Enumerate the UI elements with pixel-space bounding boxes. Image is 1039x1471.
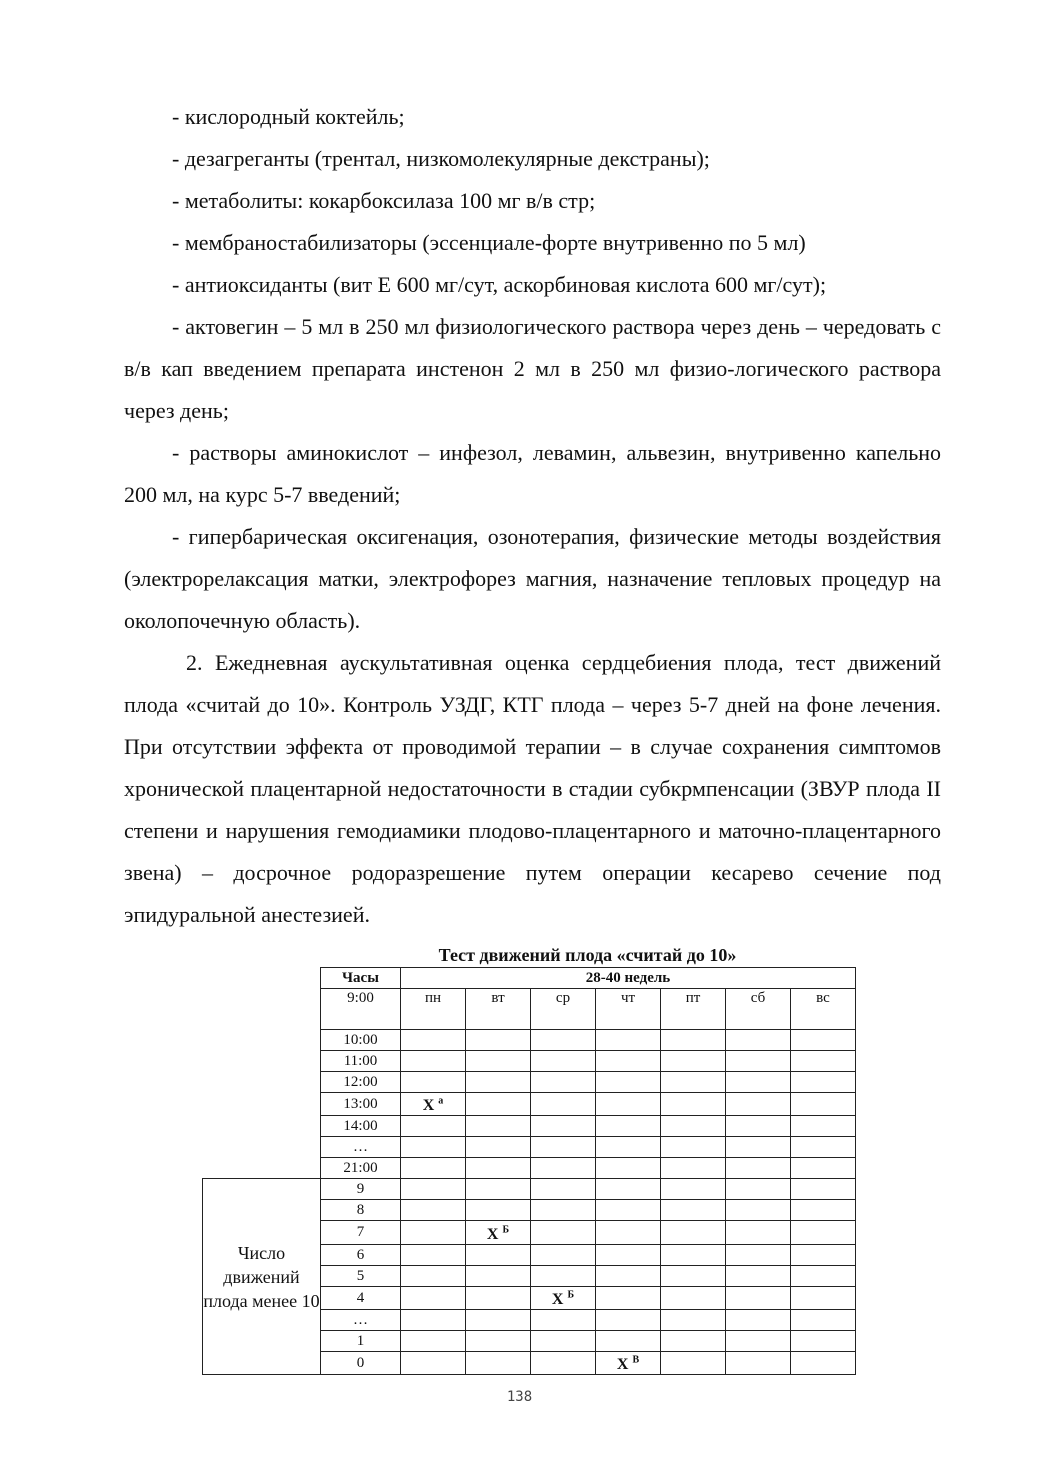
grid-cell bbox=[401, 1221, 466, 1244]
hour-row bbox=[203, 1116, 856, 1137]
grid-cell bbox=[466, 1179, 531, 1200]
grid-cell bbox=[401, 1137, 466, 1158]
paragraph: - метаболиты: кокарбоксилаза 100 мг в/в стр; bbox=[172, 188, 596, 213]
grid-cell bbox=[466, 1093, 531, 1116]
grid-cell bbox=[401, 1265, 466, 1286]
day-header: чт bbox=[596, 989, 661, 1030]
grid-cell bbox=[531, 1221, 596, 1244]
count-label: 0 bbox=[321, 1351, 401, 1374]
count-row bbox=[203, 1179, 856, 1200]
day-header: вт bbox=[466, 989, 531, 1030]
grid-cell bbox=[791, 1072, 856, 1093]
grid-cell bbox=[531, 1051, 596, 1072]
hour-label: 21:00 bbox=[321, 1158, 401, 1179]
paragraph: - антиоксиданты (вит Е 600 мг/сут, аскорбиновая кислота 600 мг/сут); bbox=[172, 272, 827, 297]
hours-header: Часы bbox=[321, 968, 401, 989]
mark-letter: Х bbox=[422, 1097, 435, 1115]
grid-cell bbox=[466, 1351, 531, 1374]
mark-x bbox=[487, 1226, 509, 1243]
grid-cell bbox=[531, 1351, 596, 1374]
grid-cell bbox=[531, 1200, 596, 1221]
grid-cell bbox=[726, 1330, 791, 1351]
grid-cell-marked bbox=[466, 1221, 531, 1244]
grid-cell bbox=[791, 1221, 856, 1244]
grid-cell bbox=[661, 1286, 726, 1309]
count-label: … bbox=[321, 1309, 401, 1330]
grid-cell bbox=[661, 1221, 726, 1244]
paragraph: - актовегин – 5 мл в 250 мл физиологического раствора через день – чередовать с в/в кап введением препарата инстенон 2 мл в 250 мл физио-логического раствора через день; bbox=[124, 314, 941, 423]
hour-row bbox=[203, 1093, 856, 1116]
grid-cell bbox=[596, 1200, 661, 1221]
page-number: 138 bbox=[506, 1389, 533, 1405]
hour-label: 13:00 bbox=[321, 1093, 401, 1116]
paragraph: - кислородный коктейль; bbox=[172, 104, 405, 129]
day-header: ср bbox=[531, 989, 596, 1030]
count-label: 9 bbox=[321, 1179, 401, 1200]
grid-cell bbox=[401, 1072, 466, 1093]
grid-cell bbox=[596, 1309, 661, 1330]
grid-cell bbox=[466, 1330, 531, 1351]
grid-cell bbox=[596, 1265, 661, 1286]
empty-cell bbox=[203, 1051, 321, 1072]
paragraph: - растворы аминокислот – инфезол, левамин, альвезин, внутривенно капельно 200 мл, на курс 5-7 введений; bbox=[124, 440, 941, 507]
grid-cell bbox=[661, 1179, 726, 1200]
grid-cell bbox=[466, 1309, 531, 1330]
hour-label: 9:00 bbox=[321, 989, 401, 1030]
grid-cell bbox=[596, 1137, 661, 1158]
hour-label: 11:00 bbox=[321, 1051, 401, 1072]
count-label: 6 bbox=[321, 1244, 401, 1265]
grid-cell bbox=[791, 1351, 856, 1374]
grid-cell bbox=[531, 1330, 596, 1351]
grid-cell bbox=[661, 1200, 726, 1221]
fetal-movement-table bbox=[202, 967, 856, 1375]
grid-cell bbox=[401, 1030, 466, 1051]
table-header-row bbox=[203, 968, 856, 989]
grid-cell bbox=[726, 1116, 791, 1137]
grid-cell bbox=[661, 1051, 726, 1072]
grid-cell bbox=[596, 1244, 661, 1265]
hour-row bbox=[203, 1137, 856, 1158]
day-header: вс bbox=[791, 989, 856, 1030]
grid-cell bbox=[466, 1244, 531, 1265]
day-header: пн bbox=[401, 989, 466, 1030]
paragraph: - мембраностабилизаторы (эссенциале-форте внутривенно по 5 мл) bbox=[172, 230, 806, 255]
grid-cell bbox=[401, 1244, 466, 1265]
grid-cell bbox=[726, 1051, 791, 1072]
grid-cell bbox=[466, 1030, 531, 1051]
movement-count-label: Число движений плода менее 10 bbox=[203, 1179, 321, 1375]
grid-cell bbox=[661, 1030, 726, 1051]
grid-cell bbox=[661, 1137, 726, 1158]
grid-cell bbox=[466, 1158, 531, 1179]
empty-cell bbox=[203, 989, 321, 1030]
grid-cell bbox=[661, 1093, 726, 1116]
mark-letter: Х bbox=[551, 1290, 564, 1308]
grid-cell bbox=[791, 1137, 856, 1158]
grid-cell bbox=[401, 1286, 466, 1309]
mark-superscript: В bbox=[632, 1354, 640, 1366]
grid-cell bbox=[466, 1051, 531, 1072]
grid-cell-marked bbox=[401, 1093, 466, 1116]
grid-cell bbox=[466, 1286, 531, 1309]
grid-cell bbox=[726, 1072, 791, 1093]
grid-cell bbox=[791, 1265, 856, 1286]
grid-cell bbox=[596, 1179, 661, 1200]
count-label: 8 bbox=[321, 1200, 401, 1221]
grid-cell bbox=[791, 1093, 856, 1116]
grid-cell bbox=[596, 1221, 661, 1244]
grid-cell bbox=[661, 1158, 726, 1179]
hour-label: 12:00 bbox=[321, 1072, 401, 1093]
hour-label: 14:00 bbox=[321, 1116, 401, 1137]
grid-cell bbox=[661, 1330, 726, 1351]
grid-cell bbox=[531, 1116, 596, 1137]
grid-cell bbox=[596, 1330, 661, 1351]
grid-cell bbox=[531, 1158, 596, 1179]
grid-cell bbox=[726, 1137, 791, 1158]
empty-cell bbox=[203, 1030, 321, 1051]
grid-cell bbox=[466, 1200, 531, 1221]
hour-row bbox=[203, 1158, 856, 1179]
grid-cell bbox=[726, 1286, 791, 1309]
grid-cell bbox=[791, 1286, 856, 1309]
grid-cell bbox=[791, 1244, 856, 1265]
grid-cell bbox=[466, 1137, 531, 1158]
grid-cell bbox=[531, 1072, 596, 1093]
hour-row bbox=[203, 1072, 856, 1093]
grid-cell bbox=[726, 1030, 791, 1051]
grid-cell bbox=[466, 1265, 531, 1286]
day-header: сб bbox=[726, 989, 791, 1030]
grid-cell bbox=[661, 1309, 726, 1330]
count-label: 1 bbox=[321, 1330, 401, 1351]
grid-cell bbox=[466, 1072, 531, 1093]
mark-superscript: Б bbox=[502, 1224, 510, 1236]
table-title: Тест движений плода «считай до 10» bbox=[438, 945, 737, 965]
mark-superscript: Б bbox=[567, 1289, 575, 1301]
grid-cell bbox=[726, 1158, 791, 1179]
grid-cell bbox=[596, 1051, 661, 1072]
paragraph: - гипербарическая оксигенация, озонотерапия, физические методы воздействия (электрорелаксация матки, электрофорез магния, назначение тепловых процедур на околопочечную область). bbox=[124, 524, 941, 633]
grid-cell bbox=[531, 1093, 596, 1116]
grid-cell bbox=[596, 1116, 661, 1137]
hour-row bbox=[203, 1030, 856, 1051]
empty-cell bbox=[203, 1116, 321, 1137]
grid-cell bbox=[726, 1351, 791, 1374]
mark-x bbox=[423, 1097, 444, 1114]
grid-cell bbox=[401, 1351, 466, 1374]
grid-cell-marked bbox=[596, 1351, 661, 1374]
grid-cell-marked bbox=[531, 1286, 596, 1309]
grid-cell bbox=[726, 1200, 791, 1221]
grid-cell bbox=[531, 1030, 596, 1051]
grid-cell bbox=[726, 1309, 791, 1330]
weeks-header: 28-40 недель bbox=[401, 968, 856, 989]
grid-cell bbox=[401, 1179, 466, 1200]
paragraph: 2. Ежедневная аускультативная оценка сердцебиения плода, тест движений плода «считай до 10». Контроль УЗДГ, КТГ плода – через 5-7 дней на фоне лечения. При отсутствии эффекта от проводимой терапии – в случае сохранения симптомов хронической плацентарной недостаточности в стадии субкрмпенсации (ЗВУР плода II степени и нарушения гемодиамики плодово-плацентарного и маточно-плацентарного звена) – досрочное родоразрешение путем операции кесарево сечение под эпидуральной анестезией. bbox=[124, 650, 941, 927]
empty-cell bbox=[203, 1137, 321, 1158]
grid-cell bbox=[531, 1309, 596, 1330]
mark-superscript: а bbox=[438, 1096, 444, 1107]
grid-cell bbox=[531, 1244, 596, 1265]
hour-label: … bbox=[321, 1137, 401, 1158]
grid-cell bbox=[596, 1093, 661, 1116]
grid-cell bbox=[596, 1072, 661, 1093]
grid-cell bbox=[661, 1072, 726, 1093]
mark-letter: Х bbox=[616, 1356, 629, 1374]
grid-cell bbox=[726, 1265, 791, 1286]
grid-cell bbox=[791, 1200, 856, 1221]
empty-cell bbox=[203, 1093, 321, 1116]
hour-row bbox=[203, 1051, 856, 1072]
grid-cell bbox=[726, 1093, 791, 1116]
grid-cell bbox=[791, 1179, 856, 1200]
grid-cell bbox=[661, 1116, 726, 1137]
grid-cell bbox=[726, 1179, 791, 1200]
grid-cell bbox=[661, 1265, 726, 1286]
grid-cell bbox=[401, 1309, 466, 1330]
count-label: 5 bbox=[321, 1265, 401, 1286]
empty-cell bbox=[203, 1158, 321, 1179]
grid-cell bbox=[401, 1116, 466, 1137]
day-header: пт bbox=[661, 989, 726, 1030]
count-label: 4 bbox=[321, 1286, 401, 1309]
mark-x bbox=[617, 1356, 639, 1373]
hour-label: 10:00 bbox=[321, 1030, 401, 1051]
grid-cell bbox=[661, 1244, 726, 1265]
grid-cell bbox=[401, 1051, 466, 1072]
grid-cell bbox=[791, 1330, 856, 1351]
grid-cell bbox=[596, 1158, 661, 1179]
grid-cell bbox=[791, 1116, 856, 1137]
grid-cell bbox=[531, 1179, 596, 1200]
grid-cell bbox=[531, 1137, 596, 1158]
grid-cell bbox=[401, 1330, 466, 1351]
mark-x bbox=[552, 1291, 574, 1308]
grid-cell bbox=[726, 1221, 791, 1244]
grid-cell bbox=[791, 1051, 856, 1072]
empty-cell bbox=[203, 1072, 321, 1093]
grid-cell bbox=[401, 1200, 466, 1221]
empty-cell bbox=[203, 968, 321, 989]
count-label: 7 bbox=[321, 1221, 401, 1244]
grid-cell bbox=[596, 1030, 661, 1051]
body-text bbox=[124, 96, 941, 936]
grid-cell bbox=[466, 1116, 531, 1137]
grid-cell bbox=[531, 1265, 596, 1286]
grid-cell bbox=[791, 1309, 856, 1330]
paragraph: - дезагреганты (трентал, низкомолекулярные декстраны); bbox=[172, 146, 710, 171]
grid-cell bbox=[596, 1286, 661, 1309]
mark-letter: Х bbox=[486, 1225, 499, 1243]
grid-cell bbox=[661, 1351, 726, 1374]
grid-cell bbox=[401, 1158, 466, 1179]
grid-cell bbox=[791, 1030, 856, 1051]
hour-row bbox=[203, 989, 856, 1030]
grid-cell bbox=[791, 1158, 856, 1179]
grid-cell bbox=[726, 1244, 791, 1265]
